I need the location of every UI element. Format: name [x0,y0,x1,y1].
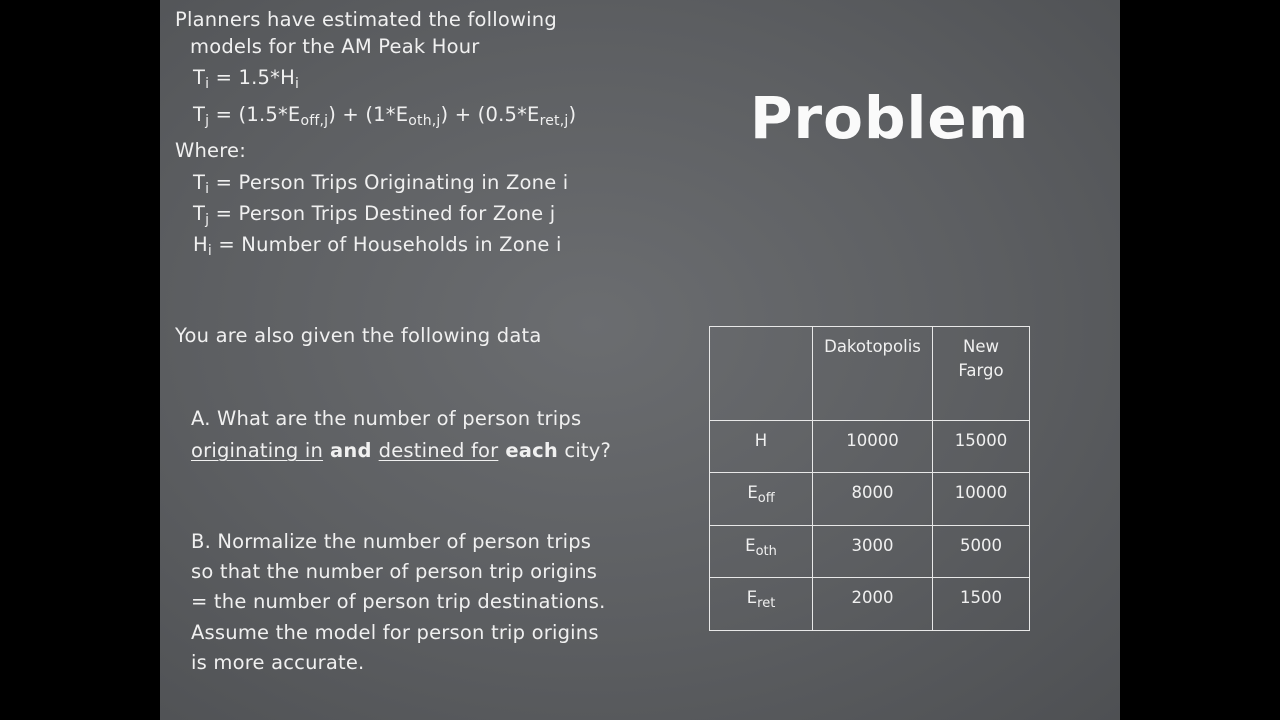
cell-new-fargo: 10000 [933,473,1030,526]
def-symbol-sub: j [205,212,210,228]
table-row [710,473,1030,526]
eq2-sub-2: oth,j [408,113,441,129]
question-a-end: city? [558,439,612,462]
eq2-lhs-sub: j [205,113,210,129]
cell-dakotopolis: 10000 [813,421,933,473]
underlined-originating-in: originating in [191,439,324,462]
def-text: = Number of Households in Zone i [211,233,562,256]
eq2-part-3: ) + (0.5*E [440,103,540,126]
slide [160,0,1120,720]
given-data-text: You are also given the following data [175,324,542,347]
row-label-text: E [747,483,758,502]
where-label: Where: [175,139,246,162]
bold-each: each [498,439,558,462]
bold-and: and [323,439,379,462]
table-row [710,526,1030,578]
eq1-rhs-sub: i [294,76,300,92]
row-label-text: E [745,536,756,555]
row-label-sub: off [757,491,775,506]
question-a-line-1: A. What are the number of person trips [191,407,582,430]
table-row [710,421,1030,473]
intro-line-1: Planners have estimated the following [175,8,557,31]
question-a-line-2 [191,439,611,463]
question-b-line-2: so that the number of person trip origins [191,560,598,583]
equation-origins [193,66,299,96]
data-table [709,326,1030,631]
cell-new-fargo: 15000 [933,421,1030,473]
eq1-lhs: T [193,66,206,89]
eq2-part-1: = (1.5*E [209,103,301,126]
cell-new-fargo: 5000 [933,526,1030,578]
def-symbol-sub: i [207,243,212,259]
cell-dakotopolis: 8000 [813,473,933,526]
cell-new-fargo: 1500 [933,578,1030,631]
eq2-part-4: ) [568,103,577,126]
eq2-lhs: T [193,103,206,126]
row-label [710,473,813,526]
table-row [710,578,1030,631]
question-b-line-1: B. Normalize the number of person trips [191,530,592,553]
eq2-part-2: ) + (1*E [328,103,409,126]
definition-households [193,233,562,263]
eq1-lhs-sub: i [205,76,210,92]
header-new-fargo-line-1: New [963,337,999,356]
row-label [710,421,813,473]
question-b-line-4: Assume the model for person trip origins [191,621,599,644]
question-b-line-5: is more accurate. [191,651,365,674]
def-text: = Person Trips Destined for Zone j [209,202,556,225]
cell-dakotopolis: 3000 [813,526,933,578]
row-label-sub: oth [755,544,777,559]
header-new-fargo-line-2: Fargo [958,361,1004,380]
underlined-destined-for: destined for [378,439,499,462]
eq2-sub-3: ret,j [539,113,569,129]
equation-destinations [193,103,576,133]
intro-line-2: models for the AM Peak Hour [190,35,480,58]
cell-dakotopolis: 2000 [813,578,933,631]
header-dakotopolis: Dakotopolis [813,327,933,421]
row-label-text: H [754,431,768,450]
row-label-text: E [746,588,758,607]
header-new-fargo [933,327,1030,421]
def-symbol-sub: i [205,181,210,197]
row-label-sub: ret [757,596,776,611]
eq1-rhs: = 1.5*H [209,66,295,89]
definition-origins [193,171,568,201]
row-label [710,578,813,631]
row-label [710,526,813,578]
table-header-row [710,327,1030,421]
table-corner-cell [710,327,813,421]
definition-destinations [193,202,555,232]
def-symbol: T [193,171,206,194]
def-symbol: H [193,233,208,256]
slide-title: Problem [750,84,1030,152]
eq2-sub-1: off,j [300,113,329,129]
question-b-line-3: = the number of person trip destinations. [191,590,606,613]
def-symbol: T [193,202,206,225]
def-text: = Person Trips Originating in Zone i [209,171,569,194]
